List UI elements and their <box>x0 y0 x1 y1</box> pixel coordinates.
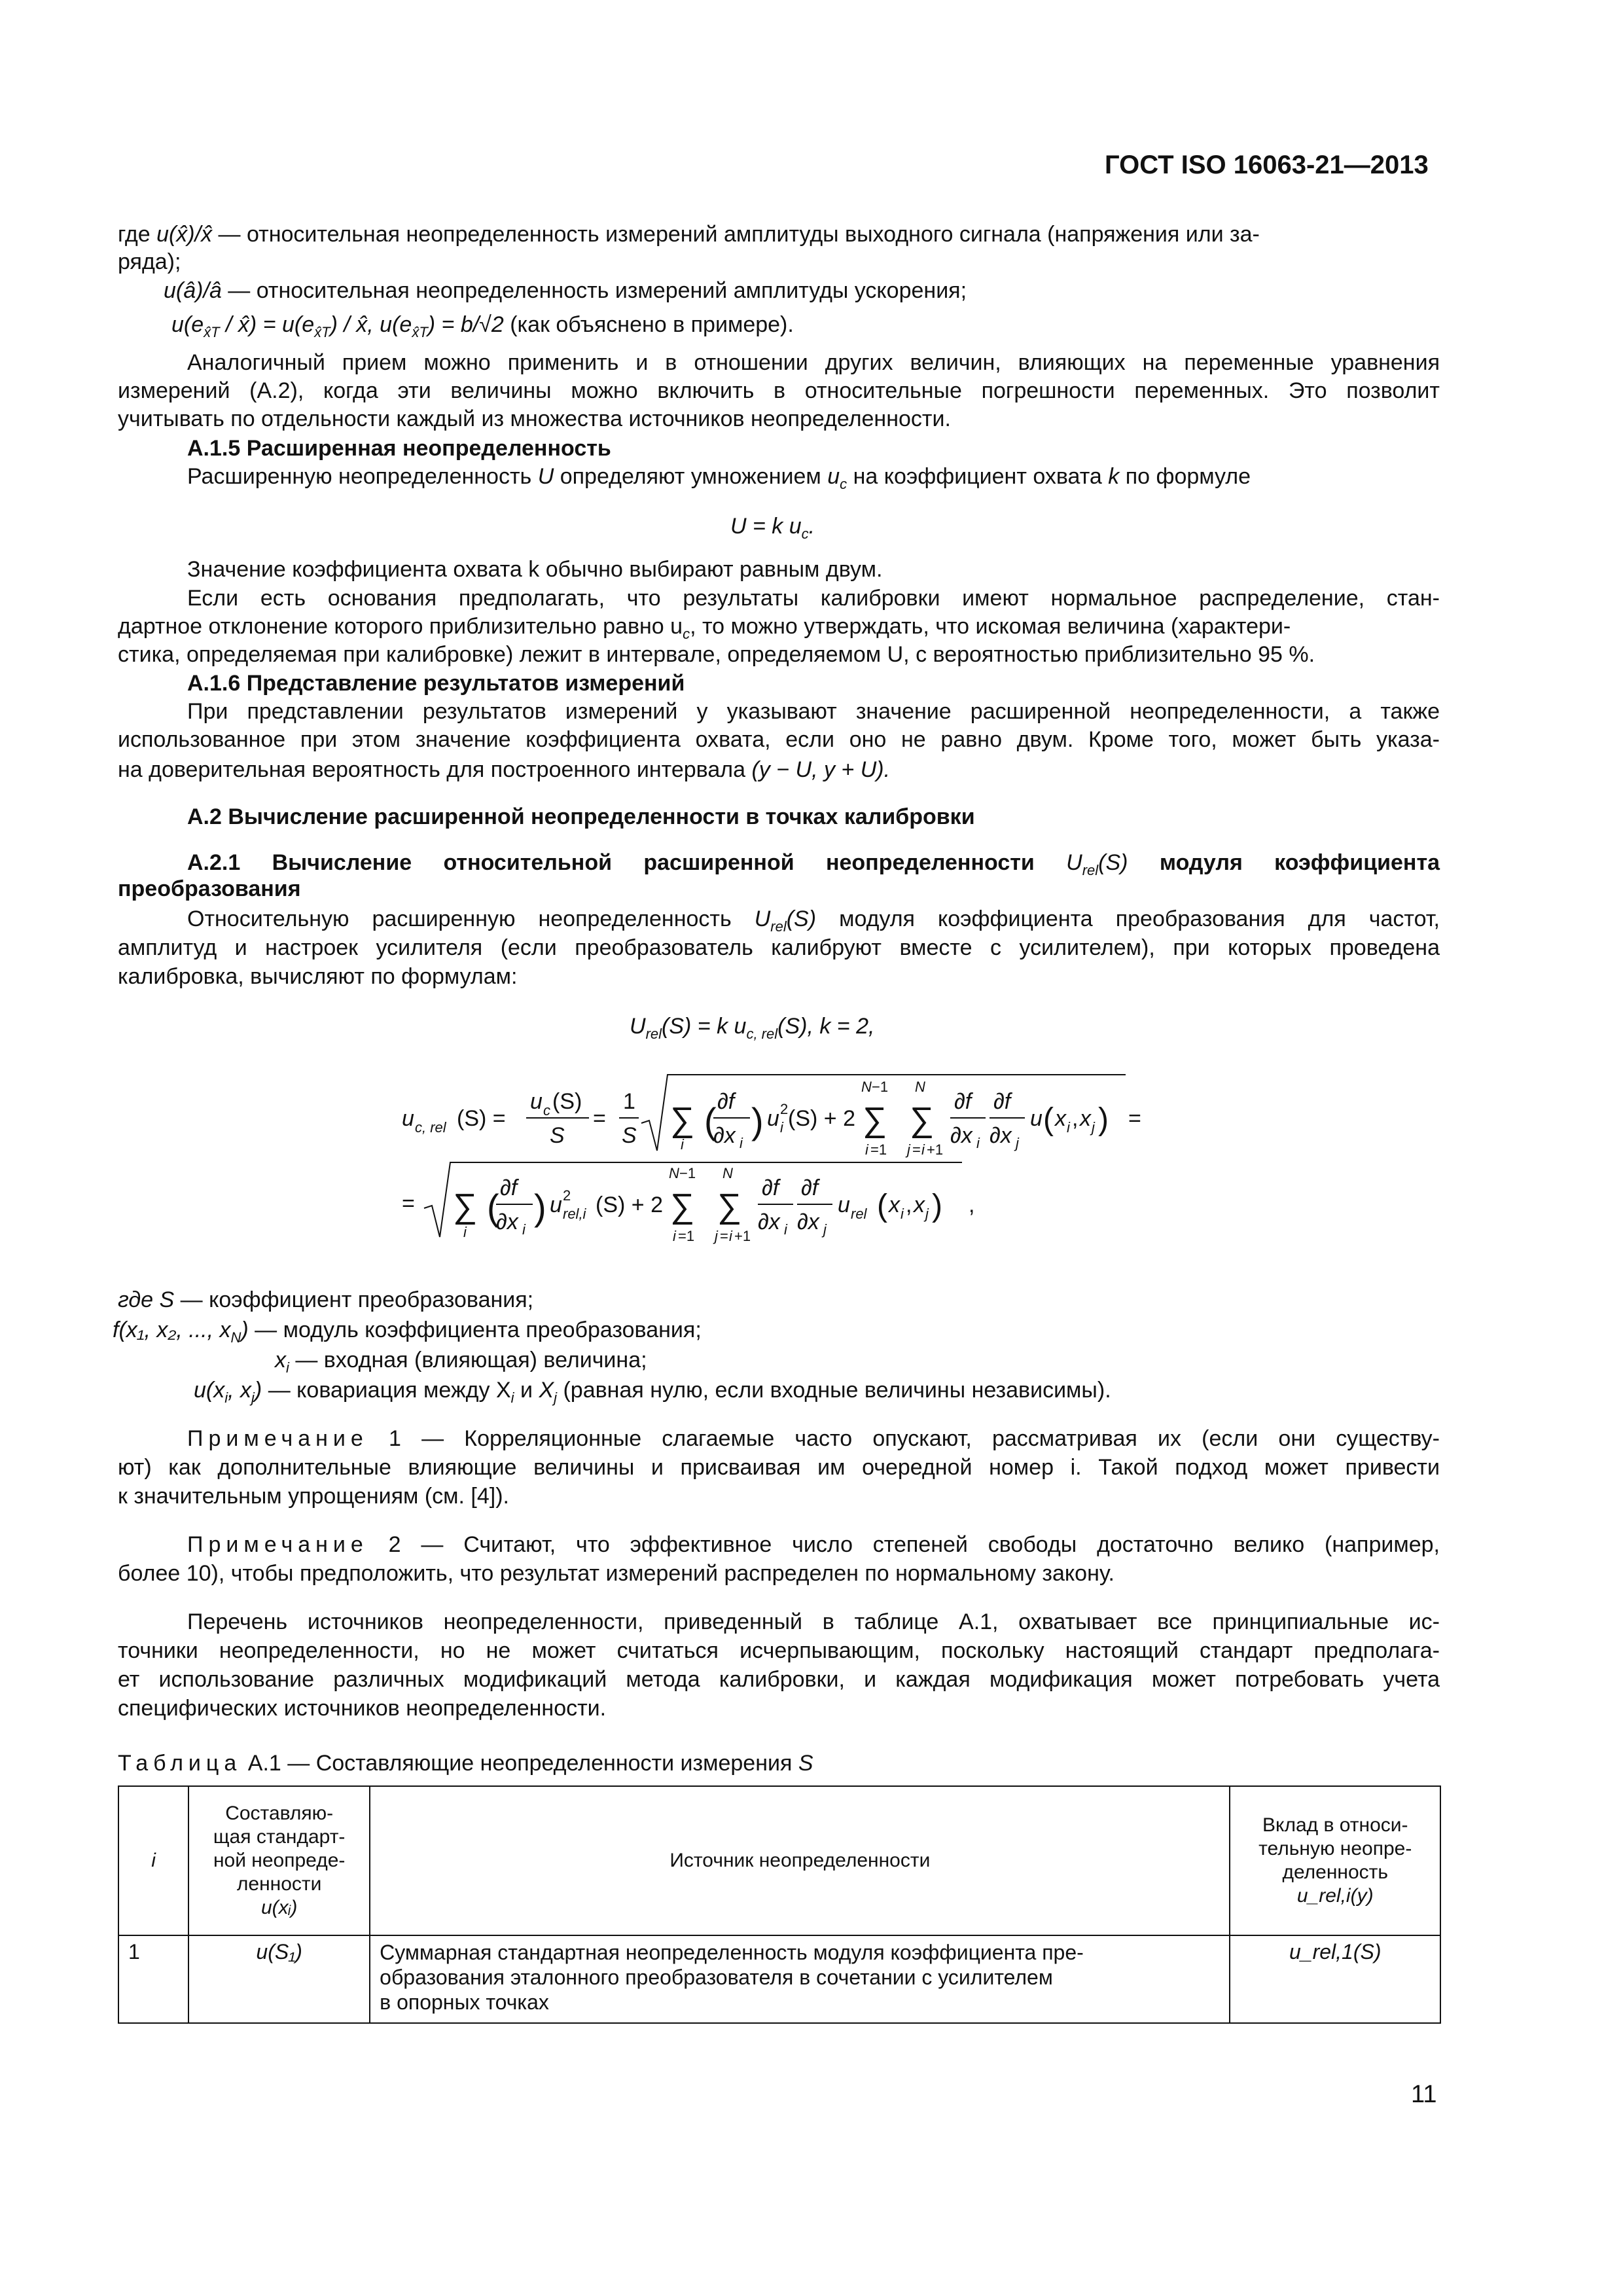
document-header: ГОСТ ISO 16063-21—2013 <box>1105 151 1429 179</box>
section-heading-a2: А.2 Вычисление расширенной неопределенности в точках калибровки <box>187 804 975 829</box>
header-i: i <box>118 1786 188 1935</box>
cell-i: 1 <box>118 1935 188 2023</box>
definition-output-amplitude-cont: ряда); <box>118 249 181 274</box>
svg-text:=: = <box>720 1228 728 1244</box>
paragraph-analogous-line1: Аналогичный прием можно применить и в отношении других величин, влияющих на переменные уравнения <box>187 350 1440 375</box>
svg-text:∑: ∑ <box>670 1187 695 1225</box>
definition-text: — относительная неопределенность измерений амплитуды выходного сигнала (напряжения или за- <box>218 222 1260 247</box>
svg-text:N: N <box>861 1079 872 1095</box>
svg-text:(S): (S) <box>552 1089 582 1114</box>
svg-text:2: 2 <box>780 1101 789 1117</box>
svg-text:): ) <box>751 1100 764 1141</box>
svg-text:1: 1 <box>623 1089 635 1114</box>
svg-text:u: u <box>767 1106 779 1131</box>
svg-text:−1: −1 <box>679 1165 696 1181</box>
section-heading-a16: А.1.6 Представление результатов измерений <box>187 671 685 696</box>
svg-text:,: , <box>906 1193 912 1217</box>
cell-contribution: u_rel,1(S) <box>1230 1935 1440 2023</box>
svg-text:j: j <box>1092 1119 1095 1136</box>
svg-text:x: x <box>1080 1106 1091 1131</box>
svg-text:x: x <box>889 1193 900 1217</box>
paragraph-sources-line1: Перечень источников неопределенности, приведенный в таблице А.1, охватывает все принципиальные ис- <box>187 1609 1440 1634</box>
svg-text:(S) + 2: (S) + 2 <box>596 1193 663 1217</box>
definition-text: — относительная неопределенность измерений амплитуды ускорения; <box>228 278 967 303</box>
header-contribution: Вклад в относи- тельную неопре- деленность u_rel,i(y) <box>1230 1786 1440 1935</box>
svg-text:j: j <box>715 1228 718 1244</box>
where-item-s: где S — коэффициент преобразования; <box>118 1287 534 1312</box>
paragraph-reporting-line3: на доверительная вероятность для построенного интервала (y − U, y + U). <box>118 757 891 782</box>
paragraph-normal-dist-line2: дартное отклонение которого приблизительно равно $u_c$, то можно утверждать, что искомая величина (характери- <box>118 614 1291 642</box>
svg-text:−1: −1 <box>872 1079 889 1095</box>
svg-text:∂f: ∂f <box>717 1089 735 1114</box>
svg-text:∂x: ∂x <box>797 1210 819 1234</box>
note-2-line2: более 10), чтобы предположить, что результат измерений распределен по нормальному закону. <box>118 1561 1115 1586</box>
svg-text:i: i <box>740 1135 743 1151</box>
svg-text:(: ( <box>877 1189 887 1223</box>
svg-text:u: u <box>402 1106 414 1131</box>
svg-text:∑: ∑ <box>670 1101 695 1139</box>
svg-text:∑: ∑ <box>910 1101 935 1139</box>
svg-text:∂x: ∂x <box>496 1210 518 1234</box>
svg-text:∂x: ∂x <box>990 1123 1012 1148</box>
svg-text:,: , <box>1072 1106 1079 1131</box>
svg-text:,: , <box>969 1193 975 1217</box>
svg-text:∂f: ∂f <box>993 1089 1011 1114</box>
svg-text:∑: ∑ <box>717 1187 742 1225</box>
section-heading-a21-line2: преобразования <box>118 876 301 901</box>
paragraph-normal-dist-line1: Если есть основания предполагать, что результаты калибровки имеют нормальное распределение, стан- <box>187 586 1440 611</box>
svg-text:i: i <box>522 1221 526 1238</box>
paragraph-sources-line3: ет использование различных модификаций метода калибровки, и каждая модификация может потребовать учета <box>118 1667 1440 1692</box>
paragraph-relative-uncertainty-line1: Относительную расширенную неопределенность $U_{rel}(S)$ модуля коэффициента преобразования для частот, <box>187 906 1440 935</box>
svg-text:i: i <box>673 1228 676 1244</box>
svg-text:∂x: ∂x <box>758 1210 780 1234</box>
table-caption: Таблица А.1 — Составляющие неопределенности измерения S <box>118 1751 813 1776</box>
svg-text:(: ( <box>487 1187 499 1228</box>
svg-text:): ) <box>534 1187 546 1228</box>
svg-text:+1: +1 <box>734 1228 751 1244</box>
svg-text:=1: =1 <box>678 1228 695 1244</box>
note-1-line2: ют) как дополнительные влияющие величины и присваивая им очередной номер i. Такой подход может привести <box>118 1455 1440 1480</box>
svg-text:rel,i: rel,i <box>563 1206 586 1222</box>
formula-relative-expanded: $U_{rel}(S) = k$ $u_{c, rel}(S)$, k = 2, <box>630 1014 875 1042</box>
definition-output-amplitude <box>118 220 1260 249</box>
paragraph-relative-uncertainty-line3: калибровка, вычисляют по формулам: <box>118 964 518 989</box>
paragraph-coverage-factor: Значение коэффициента охвата k обычно выбирают равным двум. <box>187 557 883 582</box>
header-std-uncertainty: Составляю- щая стандарт- ной неопреде- ленности u(xᵢ) <box>188 1786 370 1935</box>
svg-text:=: = <box>402 1191 415 1216</box>
svg-text:i: i <box>681 1136 684 1153</box>
svg-text:∑: ∑ <box>863 1101 887 1139</box>
header-source: Источник неопределенности <box>370 1786 1230 1935</box>
svg-text:): ) <box>1098 1102 1109 1137</box>
svg-text:S: S <box>622 1123 637 1148</box>
svg-text:∂x: ∂x <box>713 1123 736 1148</box>
svg-text:∂f: ∂f <box>954 1089 972 1114</box>
svg-text:=: = <box>1128 1106 1141 1131</box>
svg-text:j: j <box>823 1221 827 1238</box>
definition-relation <box>171 310 794 339</box>
paragraph-reporting-line1: При представлении результатов измерений y указывают значение расширенной неопределенности, а также <box>187 699 1440 724</box>
svg-text:N: N <box>722 1165 733 1181</box>
svg-text:u: u <box>838 1193 850 1217</box>
definition-symbol: u(â)/â <box>164 278 222 303</box>
paragraph-analogous-line2: измерений (А.2), когда эти величины можно включить в относительные погрешности переменных. Это позволит <box>118 378 1440 403</box>
uncertainty-table <box>118 1785 1441 2024</box>
svg-text:(: ( <box>1043 1102 1054 1137</box>
note-2-line1: Примечание 2 — Считают, что эффективное число степеней свободы достаточно велико (например, <box>187 1532 1440 1557</box>
note-1-line3: к значительным упрощениям (см. [4]). <box>118 1484 510 1509</box>
section-heading-a15: А.1.5 Расширенная неопределенность <box>187 436 611 461</box>
formula-combined-uncertainty <box>393 1066 1243 1249</box>
relation-note: (как объяснено в примере). <box>510 312 794 337</box>
paragraph-reporting-line2: использованное при этом значение коэффициента охвата, если оно не равно двум. Кроме того, может быть указа- <box>118 727 1440 752</box>
paragraph-normal-dist-line3: стика, определяемая при калибровке) лежит в интервале, определяемом U, с вероятностью приблизительно 95 %. <box>118 642 1315 667</box>
where-item-cov: $u(x_i$, $x_j$) — ковариация между $X_i$ и $X_j$ (равная нулю, если входные величины независимы). <box>194 1378 1111 1406</box>
svg-text:i: i <box>784 1221 787 1238</box>
svg-text:(S) + 2: (S) + 2 <box>788 1106 855 1131</box>
svg-text:∂f: ∂f <box>500 1175 518 1200</box>
section-heading-a21-line1: А.2.1 Вычисление относительной расширенной неопределенности $U_{rel}(S)$ модуля коэффициента <box>187 850 1440 878</box>
svg-text:i: i <box>780 1119 783 1136</box>
svg-text:S: S <box>550 1123 565 1148</box>
svg-text:i: i <box>1067 1119 1070 1136</box>
svg-text:i: i <box>463 1224 467 1240</box>
svg-text:∑: ∑ <box>453 1187 478 1225</box>
svg-text:i: i <box>976 1135 980 1151</box>
cell-source: Суммарная стандартная неопределенность модуля коэффициента пре- образования эталонного преобразователя в сочетании с усилителем в опорных точках <box>370 1935 1230 2023</box>
svg-text:x: x <box>914 1193 925 1217</box>
where-item-x: $x_i$ — входная (влияющая) величина; <box>275 1348 647 1376</box>
svg-text:u: u <box>550 1193 562 1217</box>
definition-symbol: u(x̂)/x̂ <box>156 222 213 247</box>
svg-text:(: ( <box>704 1100 717 1141</box>
svg-text:x: x <box>1055 1106 1066 1131</box>
svg-text:+1: +1 <box>927 1141 944 1158</box>
table-row <box>118 1935 1440 2023</box>
svg-text:u: u <box>1030 1106 1043 1131</box>
paragraph-relative-uncertainty-line2: амплитуд и настроек усилителя (если преобразователь калибруют вместе с усилителем), при которых проведена <box>118 935 1440 960</box>
svg-text:N: N <box>669 1165 679 1181</box>
table-header-row <box>118 1786 1440 1935</box>
svg-text:j: j <box>907 1141 910 1158</box>
relation-expression: $u(e_{x̂T}$ / x̂) = $u(e_{x̂T})$ / x̂, $u(e_{x̂T}) = b/√2$ <box>171 312 504 340</box>
svg-text:∂f: ∂f <box>801 1175 819 1200</box>
svg-text:(S) =: (S) = <box>457 1106 506 1131</box>
paragraph-analogous-line3: учитывать по отдельности каждый из множества источников неопределенности. <box>118 406 951 431</box>
cell-std-uncertainty: u(S₁) <box>188 1935 370 2023</box>
svg-text:): ) <box>932 1189 942 1223</box>
svg-text:c, rel: c, rel <box>415 1119 446 1136</box>
svg-text:u: u <box>530 1089 543 1114</box>
svg-text:∂f: ∂f <box>762 1175 779 1200</box>
svg-text:=: = <box>593 1106 606 1131</box>
svg-text:=1: =1 <box>870 1141 887 1158</box>
svg-text:=: = <box>912 1141 921 1158</box>
svg-text:j: j <box>1016 1135 1019 1151</box>
page-number: 11 <box>1411 2081 1437 2108</box>
svg-text:j: j <box>925 1206 929 1222</box>
svg-text:2: 2 <box>563 1187 571 1204</box>
where-item-f: f(x₁, x₂, ..., $x_N$) — модуль коэффициента преобразования; <box>113 1318 702 1346</box>
svg-text:N: N <box>915 1079 925 1095</box>
svg-text:i: i <box>921 1141 925 1158</box>
where-label: где <box>118 222 157 247</box>
svg-text:rel: rel <box>851 1206 867 1222</box>
paragraph-sources-line4: специфических источников неопределенности. <box>118 1696 607 1721</box>
formula-expanded-uncertainty: U = k $u_c$. <box>730 514 815 542</box>
paragraph-sources-line2: точники неопределенности, но не может считаться исчерпывающим, поскольку настоящий стандарт предполага- <box>118 1638 1440 1663</box>
svg-text:i: i <box>865 1141 868 1158</box>
svg-text:i: i <box>901 1206 904 1222</box>
svg-text:i: i <box>729 1228 732 1244</box>
svg-text:c: c <box>543 1102 550 1119</box>
svg-text:∂x: ∂x <box>950 1123 972 1148</box>
definition-acceleration-amplitude <box>164 276 967 305</box>
note-1-line1: Примечание 1 — Корреляционные слагаемые часто опускают, рассматривая их (если они существу- <box>187 1426 1440 1451</box>
paragraph-expanded-uncertainty: Расширенную неопределенность U определяют умножением $u_c$ на коэффициент охвата k по формуле <box>187 464 1251 492</box>
